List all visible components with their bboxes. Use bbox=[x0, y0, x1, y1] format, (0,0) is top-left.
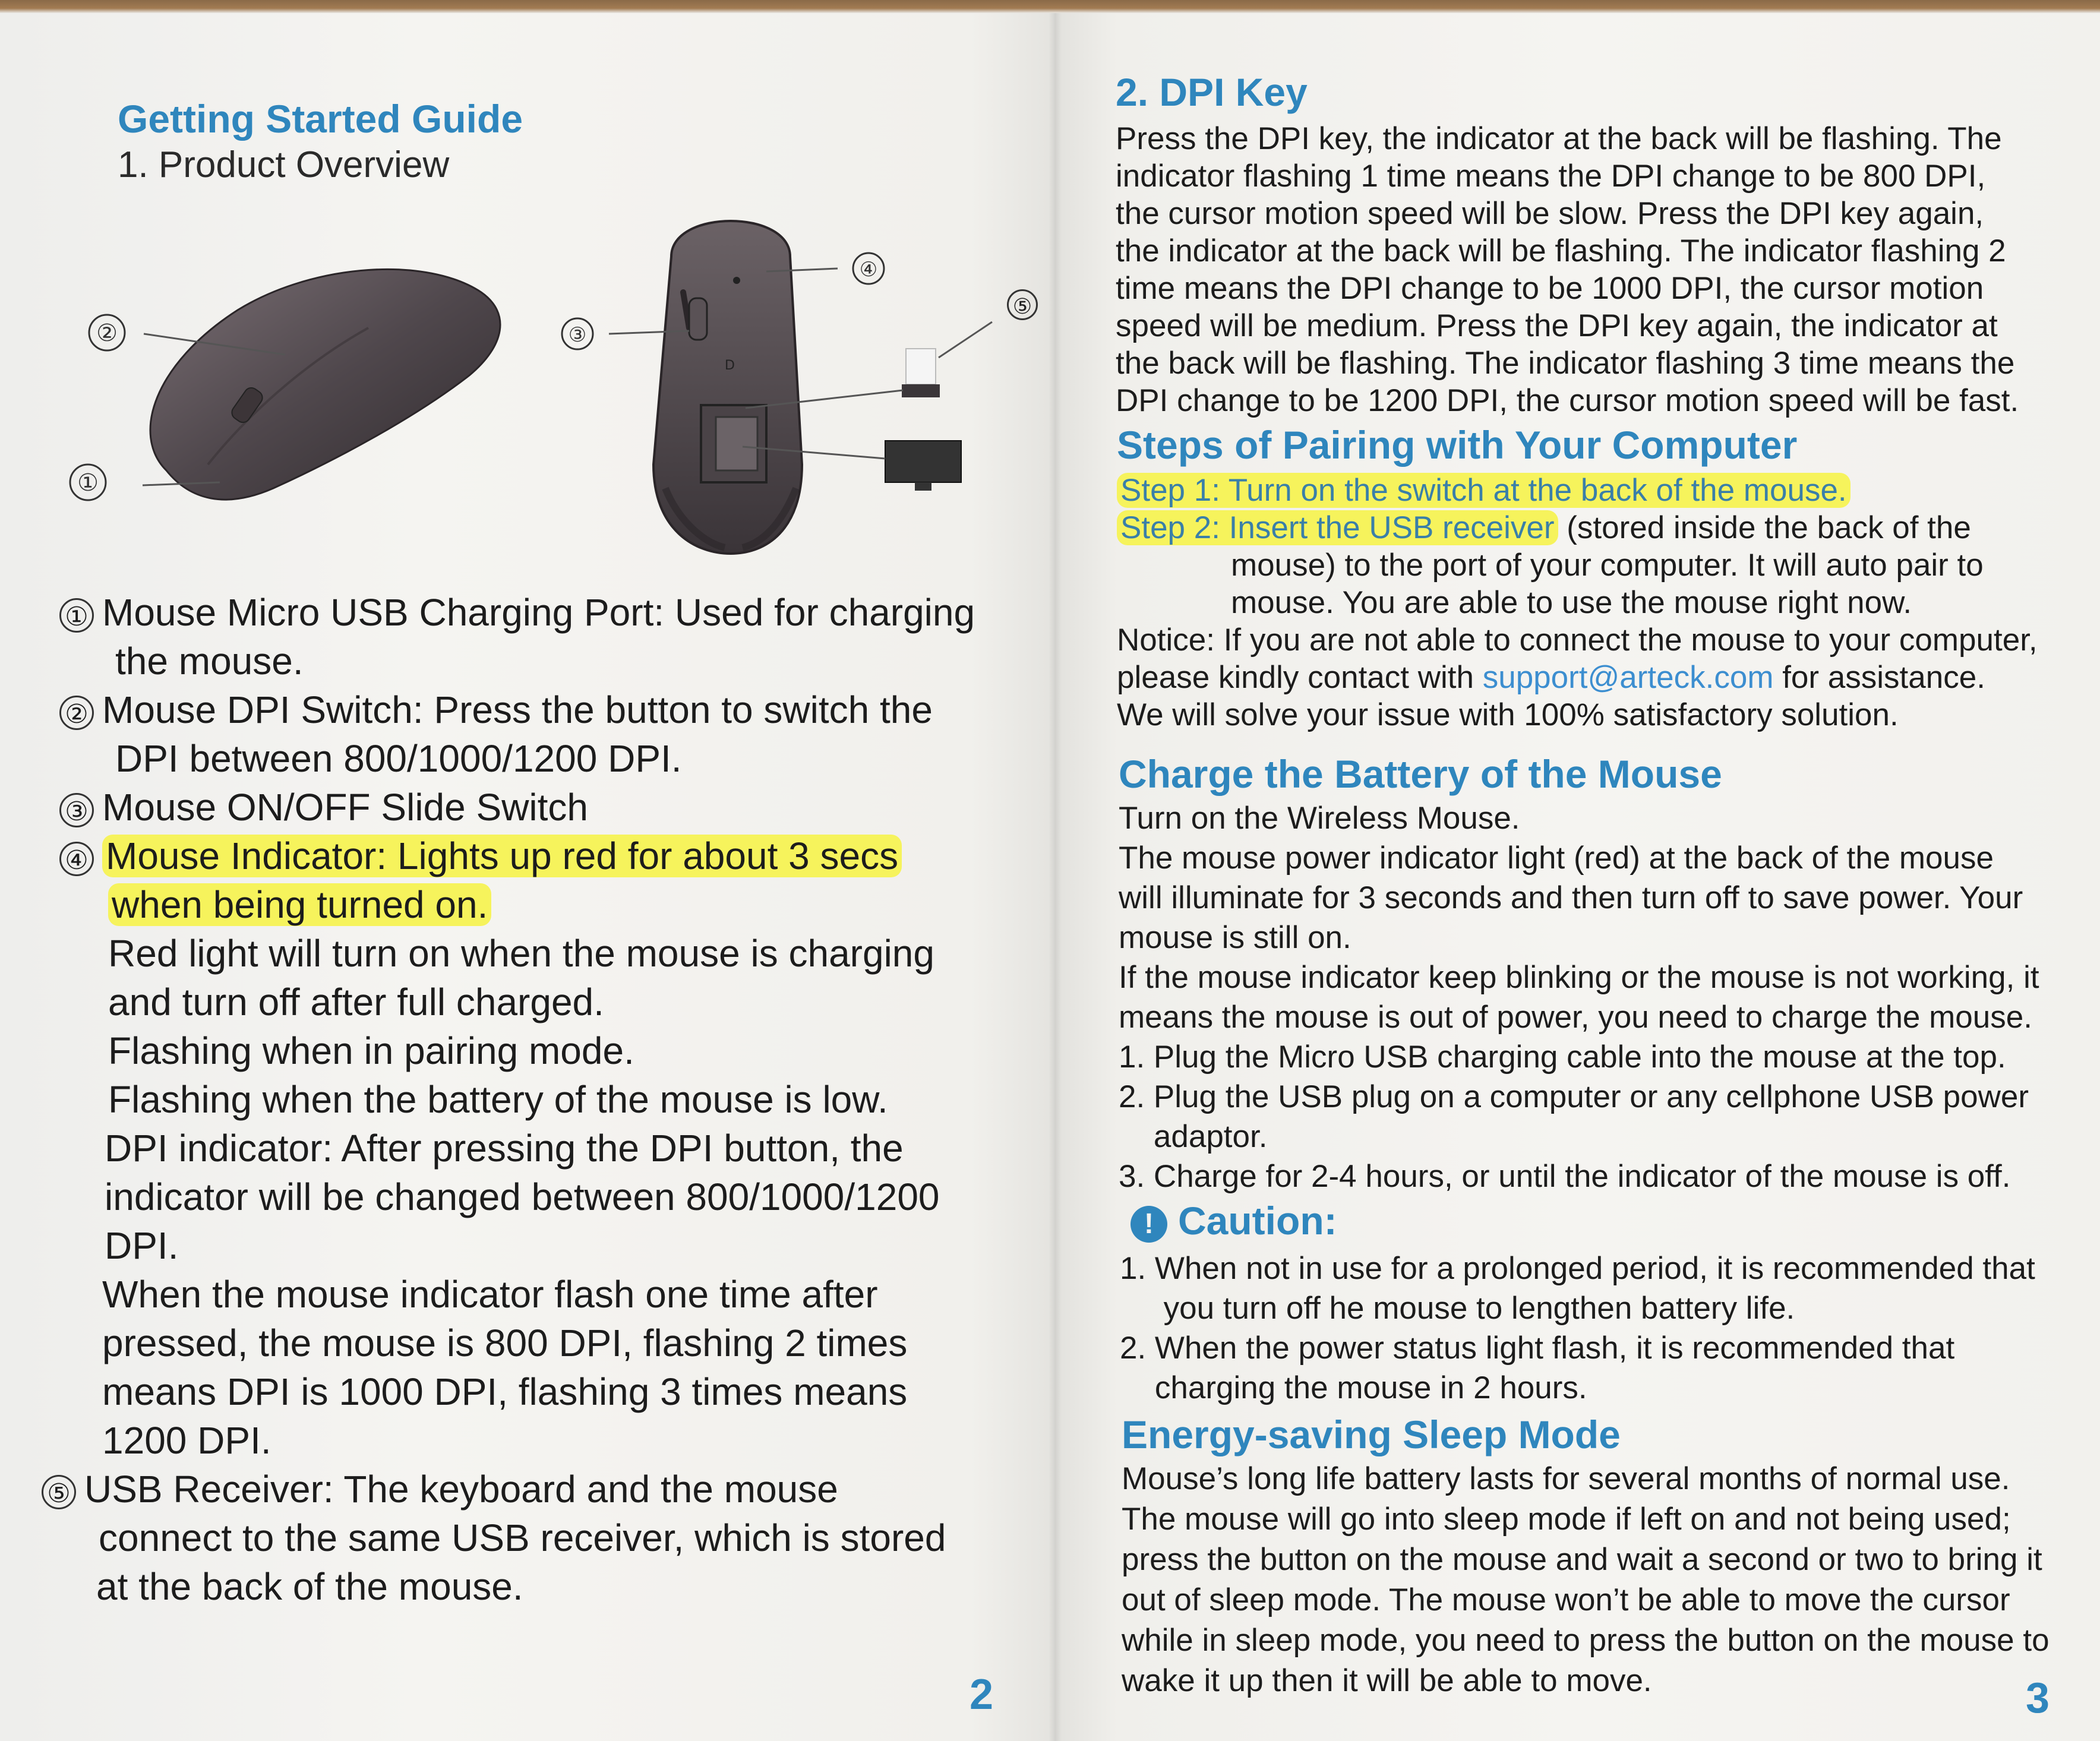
pairing-step-2-rest: (stored inside the back of the bbox=[1558, 510, 1971, 545]
overview-item-4 bbox=[59, 832, 1040, 1465]
item-5-line-3: at the back of the mouse. bbox=[96, 1565, 523, 1608]
charge-line-5: If the mouse indicator keep blinking or the mouse is not working, it bbox=[1119, 960, 2039, 995]
item-5-line-1: USB Receiver: The keyboard and the mouse bbox=[84, 1468, 838, 1511]
pairing-step-1: Step 1: Turn on the switch at the back of the mouse. bbox=[1117, 473, 1850, 508]
item-4-highlight-2: when being turned on. bbox=[108, 883, 491, 926]
guide-title: Getting Started Guide bbox=[118, 97, 523, 141]
item-4-line-8: When the mouse indicator flash one time after bbox=[102, 1273, 878, 1316]
callout-4: ④ bbox=[859, 258, 878, 282]
charge-heading: Charge the Battery of the Mouse bbox=[1119, 752, 1722, 796]
callout-1: ① bbox=[77, 469, 99, 497]
caution-line-4: charging the mouse in 2 hours. bbox=[1120, 1370, 1587, 1405]
sleep-line-6: wake it up then it will be able to move. bbox=[1122, 1663, 1652, 1698]
caution-text bbox=[1120, 1249, 2094, 1408]
charge-line-9: adaptor. bbox=[1119, 1119, 1268, 1154]
dpi-text bbox=[1116, 120, 2090, 419]
item-1-line-2: the mouse. bbox=[115, 640, 304, 683]
overview-item-3 bbox=[59, 783, 1040, 832]
item-4-highlight-1: Mouse Indicator: Lights up red for about 3 secs bbox=[102, 835, 902, 877]
sleep-line-2: The mouse will go into sleep mode if left on and not being used; bbox=[1122, 1502, 2011, 1537]
overview-item-2 bbox=[59, 685, 1040, 783]
svg-text:D: D bbox=[725, 358, 735, 373]
sleep-text bbox=[1122, 1459, 2096, 1701]
notice-line-2 bbox=[1117, 659, 2091, 696]
item-4-line-3: Flashing when in pairing mode. bbox=[108, 1029, 634, 1072]
mouse-top-view bbox=[150, 269, 500, 500]
dpi-line-1: Press the DPI key, the indicator at the back will be flashing. The bbox=[1116, 121, 2002, 156]
charge-text bbox=[1119, 798, 2093, 1196]
overview-item-5 bbox=[42, 1465, 1040, 1611]
sleep-line-1: Mouse’s long life battery lasts for several months of normal use. bbox=[1122, 1461, 2010, 1496]
caution-label: Caution: bbox=[1178, 1199, 1337, 1243]
charge-line-7: 1. Plug the Micro USB charging cable into the mouse at the top. bbox=[1119, 1039, 2006, 1075]
section-title: 1. Product Overview bbox=[118, 144, 450, 185]
dpi-line-5: time means the DPI change to be 1000 DPI, the cursor motion bbox=[1116, 271, 1984, 306]
item-4-line-2: and turn off after full charged. bbox=[108, 981, 604, 1023]
item-2-line-1: Mouse DPI Switch: Press the button to switch the bbox=[102, 688, 933, 731]
item-3-line-1: Mouse ON/OFF Slide Switch bbox=[102, 786, 588, 829]
support-email-link[interactable]: support@arteck.com bbox=[1482, 660, 1774, 695]
sleep-line-4: out of sleep mode. The mouse won’t be able to move the cursor bbox=[1122, 1582, 2010, 1617]
notice-pre: please kindly contact with bbox=[1117, 660, 1483, 695]
caution-line-2: you turn off he mouse to lengthen battery life. bbox=[1120, 1291, 1795, 1326]
overview-item-1 bbox=[59, 588, 1040, 685]
charge-line-2: The mouse power indicator light (red) at the back of the mouse bbox=[1119, 841, 1994, 876]
notice-line-1: Notice: If you are not able to connect the mouse to your computer, bbox=[1117, 623, 2038, 658]
item-4-line-7: DPI. bbox=[105, 1224, 179, 1267]
item-1-line-1: Mouse Micro USB Charging Port: Used for charging bbox=[102, 591, 975, 634]
item-4-line-9: pressed, the mouse is 800 DPI, flashing 2 times bbox=[102, 1322, 908, 1364]
page-fold bbox=[1049, 13, 1062, 1741]
item-marker-4: ④ bbox=[59, 842, 94, 876]
dpi-line-7: the back will be flashing. The indicator flashing 3 time means the bbox=[1116, 346, 2015, 381]
item-marker-5: ⑤ bbox=[42, 1475, 76, 1509]
pairing-step-2-line-3: mouse. You are able to use the mouse right now. bbox=[1231, 585, 1912, 620]
item-4-line-4: Flashing when the battery of the mouse is low. bbox=[108, 1078, 888, 1121]
item-4-line-10: means DPI is 1000 DPI, flashing 3 times means bbox=[102, 1370, 908, 1413]
dpi-line-3: the cursor motion speed will be slow. Press the DPI key again, bbox=[1116, 196, 1984, 231]
charge-line-3: will illuminate for 3 seconds and then turn off to save power. Your bbox=[1119, 880, 2023, 915]
product-diagram bbox=[59, 209, 1010, 577]
page-number-right: 3 bbox=[2026, 1674, 2050, 1722]
page-number-left: 2 bbox=[970, 1671, 994, 1718]
callout-5: ⑤ bbox=[1007, 289, 1038, 320]
overview-list bbox=[47, 588, 1040, 1611]
dpi-line-2: indicator flashing 1 time means the DPI change to be 800 DPI, bbox=[1116, 159, 1986, 194]
item-5-line-2: connect to the same USB receiver, which is stored bbox=[99, 1516, 946, 1559]
item-4-line-1: Red light will turn on when the mouse is charging bbox=[108, 932, 934, 975]
dpi-line-8: DPI change to be 1200 DPI, the cursor motion speed will be fast. bbox=[1116, 383, 2019, 418]
notice-line-3: We will solve your issue with 100% satisfactory solution. bbox=[1117, 697, 1899, 732]
notice-post: for assistance. bbox=[1773, 660, 1985, 695]
item-4-line-11: 1200 DPI. bbox=[102, 1419, 271, 1462]
caution-line-1: 1. When not in use for a prolonged period, it is recommended that bbox=[1120, 1251, 2035, 1286]
callout-3: ③ bbox=[568, 323, 587, 347]
page-left bbox=[0, 13, 1054, 1741]
item-2-line-2: DPI between 800/1000/1200 DPI. bbox=[115, 737, 682, 780]
item-marker-3: ③ bbox=[59, 793, 94, 827]
charge-line-10: 3. Charge for 2-4 hours, or until the indicator of the mouse is off. bbox=[1119, 1159, 2011, 1194]
dpi-line-6: speed will be medium. Press the DPI key again, the indicator at bbox=[1116, 308, 1998, 343]
charge-line-8: 2. Plug the USB plug on a computer or any cellphone USB power bbox=[1119, 1079, 2029, 1114]
page-right bbox=[1054, 13, 2100, 1741]
sleep-line-5: while in sleep mode, you need to press the button on the mouse to bbox=[1122, 1623, 2050, 1658]
caution-heading bbox=[1130, 1199, 1337, 1243]
pairing-step-2-line-2: mouse) to the port of your computer. It will auto pair to bbox=[1231, 548, 1984, 583]
sleep-line-3: press the button on the mouse and wait a second or two to bring it bbox=[1122, 1542, 2042, 1577]
caution-line-3: 2. When the power status light flash, it is recommended that bbox=[1120, 1331, 1955, 1366]
item-marker-1: ① bbox=[59, 598, 94, 633]
charge-line-6: means the mouse is out of power, you need to charge the mouse. bbox=[1119, 1000, 2032, 1035]
pairing-steps bbox=[1117, 472, 2091, 734]
item-4-line-5: DPI indicator: After pressing the DPI button, the bbox=[105, 1127, 904, 1170]
callout-2: ② bbox=[96, 320, 118, 347]
dpi-heading: 2. DPI Key bbox=[1116, 70, 1308, 114]
pairing-heading: Steps of Pairing with Your Computer bbox=[1117, 423, 1798, 467]
charge-line-1: Turn on the Wireless Mouse. bbox=[1119, 801, 1520, 836]
dpi-line-4: the indicator at the back will be flashing. The indicator flashing 2 bbox=[1116, 233, 2006, 268]
item-marker-2: ② bbox=[59, 696, 94, 730]
item-4-line-6: indicator will be changed between 800/1000/1200 bbox=[105, 1176, 940, 1218]
sleep-heading: Energy-saving Sleep Mode bbox=[1122, 1413, 1621, 1456]
charge-line-4: mouse is still on. bbox=[1119, 920, 1351, 955]
usb-receiver bbox=[885, 349, 961, 491]
pairing-step-2-highlight: Step 2: Insert the USB receiver bbox=[1117, 510, 1558, 545]
caution-icon: ! bbox=[1130, 1206, 1167, 1243]
